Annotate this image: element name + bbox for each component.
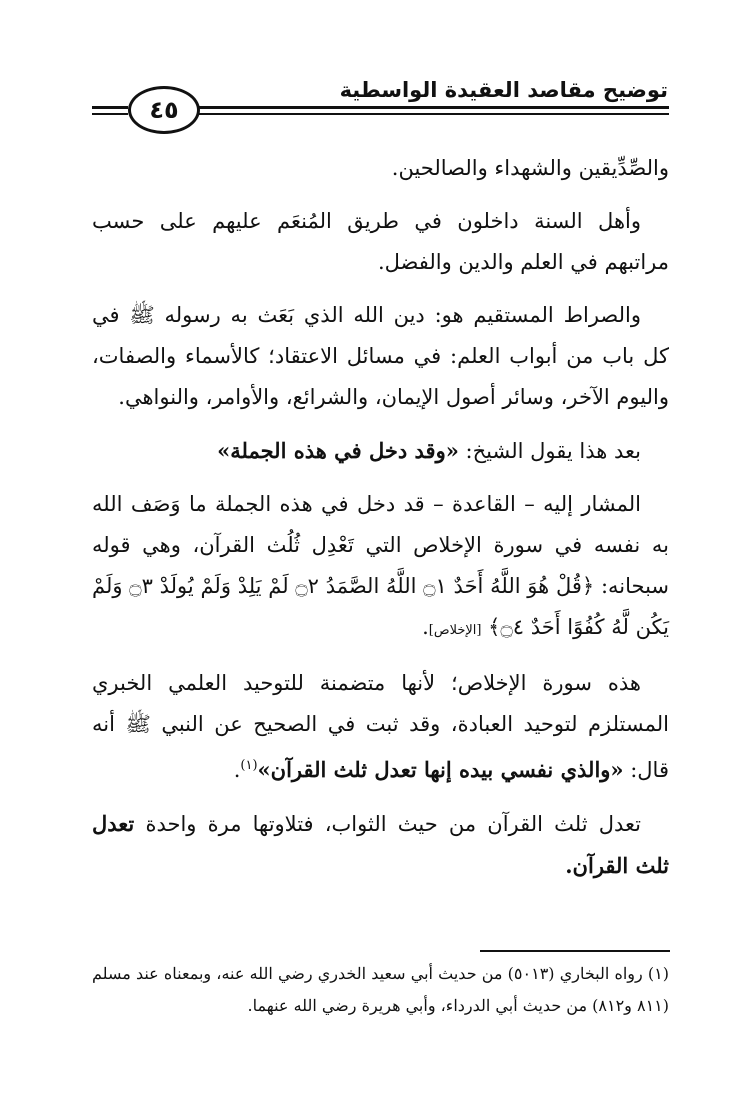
paragraph: وأهل السنة داخلون في طريق المُنعَم عليهم على حسب مراتبهم في العلم والدين والفضل. — [92, 209, 669, 274]
paragraph-text: تعدل ثلث القرآن من حيث الثواب، فتلاوتها مرة واحدة — [134, 812, 641, 836]
footnote-separator — [480, 950, 670, 952]
lead-in: بعد هذا يقول الشيخ: — [458, 439, 641, 463]
header-rule-left-bottom — [92, 113, 128, 115]
header-rule-left-top — [92, 106, 128, 109]
paragraph: والصِّدِّيقين والشهداء والصالحين. — [391, 156, 669, 180]
paragraph — [92, 430, 669, 472]
page-number: ٤٥ — [128, 86, 200, 134]
paragraph: المشار إليه – القاعدة – قد دخل في هذه الجملة ما وَصَف الله به نفسه في سورة الإخلاص التي تَعْدِل ثُلُث القرآن، وهي قوله سبحانه: ﴿قُلْ هُوَ اللَّهُ أَحَدٌ ۝١ اللَّهُ الصَّمَدُ ۝٢ لَمْ يَلِدْ وَلَمْ يُولَدْ ۝٣ وَلَمْ يَكُن لَّهُ كُفُوًا أَحَدٌ ۝٤﴾ [الإخلاص]. — [92, 492, 670, 639]
header-rule-right-top — [197, 106, 669, 109]
footnote: (١) رواه البخاري (٥٠١٣) من حديث أبي سعيد الخدري رضي الله عنه، وبمعناه عند مسلم (٨١١ و٨١٢) من حديث أبي الدرداء، وأبي هريرة رضي الله عنهما. — [92, 964, 670, 1015]
paragraph-text: هذه سورة الإخلاص؛ لأنها متضمنة للتوحيد العلمي الخبري المستلزم لتوحيد العبادة، وقد ثبت في الصحيح عن النبي ﷺ أنه قال: — [92, 671, 669, 782]
header-rule-right-bottom — [197, 113, 669, 115]
paragraph: هذه سورة الإخلاص؛ لأنها متضمنة للتوحيد العلمي الخبري المستلزم لتوحيد العبادة، وقد ثبت في الصحيح عن النبي ﷺ أنه قال: «والذي نفسي بيده إنها تعدل ثلث القرآن»$^{(١)}$. — [92, 671, 669, 782]
paragraph-text: المشار إليه – القاعدة – قد دخل في هذه الجملة ما وَصَف الله به نفسه في سورة الإخلاص التي تَعْدِل ثُلُث القرآن، وهي قوله سبحانه: — [92, 492, 670, 598]
paragraph: والصراط المستقيم هو: دين الله الذي بَعَث به رسوله ﷺ في كل باب من أبواب العلم: في مسائل الاعتقاد؛ كالأسماء والصفات، واليوم الآخر، وسائر أصول الإيمان، والشرائع، والأوامر، والنواهي. — [92, 303, 669, 409]
hadith-quote: «والذي نفسي بيده إنها تعدل ثلث القرآن» — [257, 757, 624, 782]
footnote-marker: (١) — [240, 758, 258, 773]
running-header-title: توضيح مقاصد العقيدة الواسطية — [339, 78, 668, 102]
paragraph — [92, 803, 669, 887]
matn-quote: «وقد دخل في هذه الجملة» — [217, 438, 459, 463]
main-text — [92, 148, 669, 899]
surah-reference: [الإخلاص] — [428, 623, 482, 638]
quran-verse: ﴿قُلْ هُوَ اللَّهُ أَحَدٌ ۝١ اللَّهُ الصَّمَدُ ۝٢ لَمْ يَلِدْ وَلَمْ يُولَدْ ۝٣ وَلَمْ يَكُن لَّهُ كُفُوًا أَحَدٌ ۝٤﴾ — [92, 574, 669, 639]
emphasis: تعدل ثلث القرآن. — [92, 811, 669, 878]
